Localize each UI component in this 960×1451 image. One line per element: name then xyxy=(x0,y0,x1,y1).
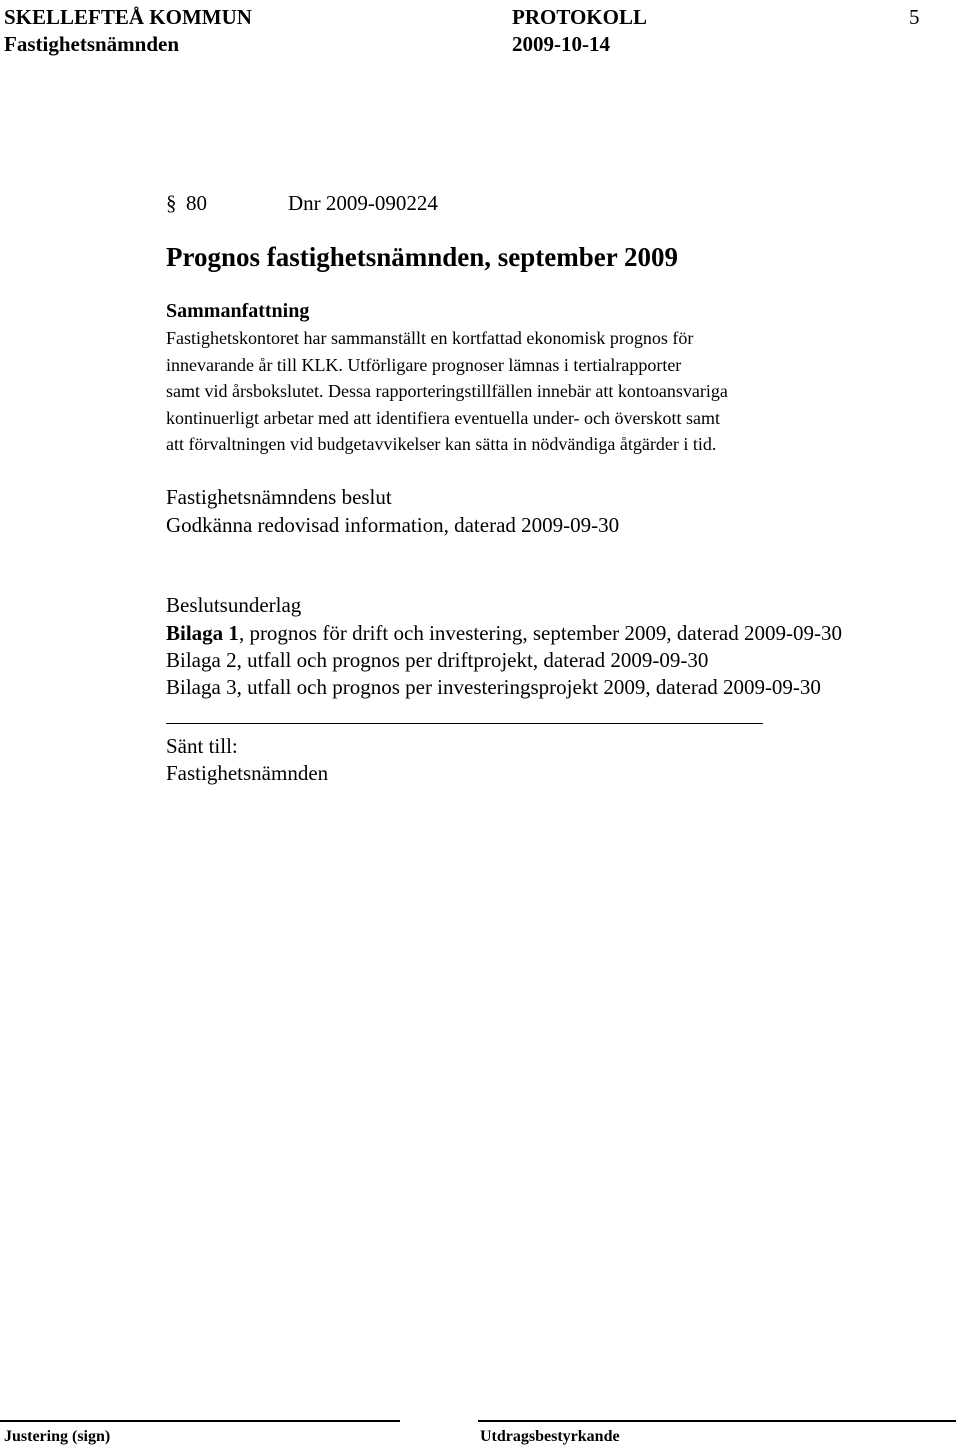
paragraph-number: 80 xyxy=(186,191,207,215)
dnr-reference: Dnr 2009-090224 xyxy=(288,191,438,215)
paragraph-symbol: § xyxy=(166,191,177,215)
basis-heading: Beslutsunderlag xyxy=(166,593,302,617)
basis-item-rest: , prognos för drift och investering, september 2009, daterad 2009-09-30 xyxy=(238,621,842,645)
summary-line: kontinuerligt arbetar med att identifiera eventuella under- och överskott samt xyxy=(166,407,720,428)
protocol-date: 2009-10-14 xyxy=(512,32,610,56)
basis-item-2: Bilaga 2, utfall och prognos per driftprojekt, daterad 2009-09-30 xyxy=(166,648,709,672)
footer-rule-right xyxy=(478,1420,956,1422)
summary-heading: Sammanfattning xyxy=(166,300,310,322)
sent-to-heading: Sänt till: xyxy=(166,734,238,758)
justering-label: Justering (sign) xyxy=(4,1428,111,1445)
committee-name: Fastighetsnämnden xyxy=(4,32,180,56)
decision-text: Godkänna redovisad information, daterad 2009-09-30 xyxy=(166,513,620,537)
summary-line: att förvaltningen vid budgetavvikelser kan sätta in nödvändiga åtgärder i tid. xyxy=(166,434,717,454)
page-title: Prognos fastighetsnämnden, september 2009 xyxy=(166,242,679,272)
separator-line xyxy=(166,723,763,724)
page-number: 5 xyxy=(909,5,920,29)
document-type: PROTOKOLL xyxy=(512,5,647,29)
footer-rule-left xyxy=(0,1420,400,1422)
summary-text xyxy=(166,325,728,458)
basis-item-3: Bilaga 3, utfall och prognos per investeringsprojekt 2009, daterad 2009-09-30 xyxy=(166,675,821,699)
summary-line: innevarande år till KLK. Utförligare prognoser lämnas i tertialrapporter xyxy=(166,354,682,375)
basis-item-lead: Bilaga 1 xyxy=(166,621,239,645)
decision-heading: Fastighetsnämndens beslut xyxy=(166,485,392,509)
utdrag-label: Utdragsbestyrkande xyxy=(480,1428,620,1445)
basis-item-1 xyxy=(166,620,842,648)
sent-to-recipient: Fastighetsnämnden xyxy=(166,761,329,785)
summary-line: Fastighetskontoret har sammanställt en kortfattad ekonomisk prognos för xyxy=(166,328,694,348)
municipality-name: SKELLEFTEÅ KOMMUN xyxy=(4,5,252,29)
summary-line: samt vid årsbokslutet. Dessa rapporteringstillfällen innebär att kontoansvariga xyxy=(166,381,728,401)
